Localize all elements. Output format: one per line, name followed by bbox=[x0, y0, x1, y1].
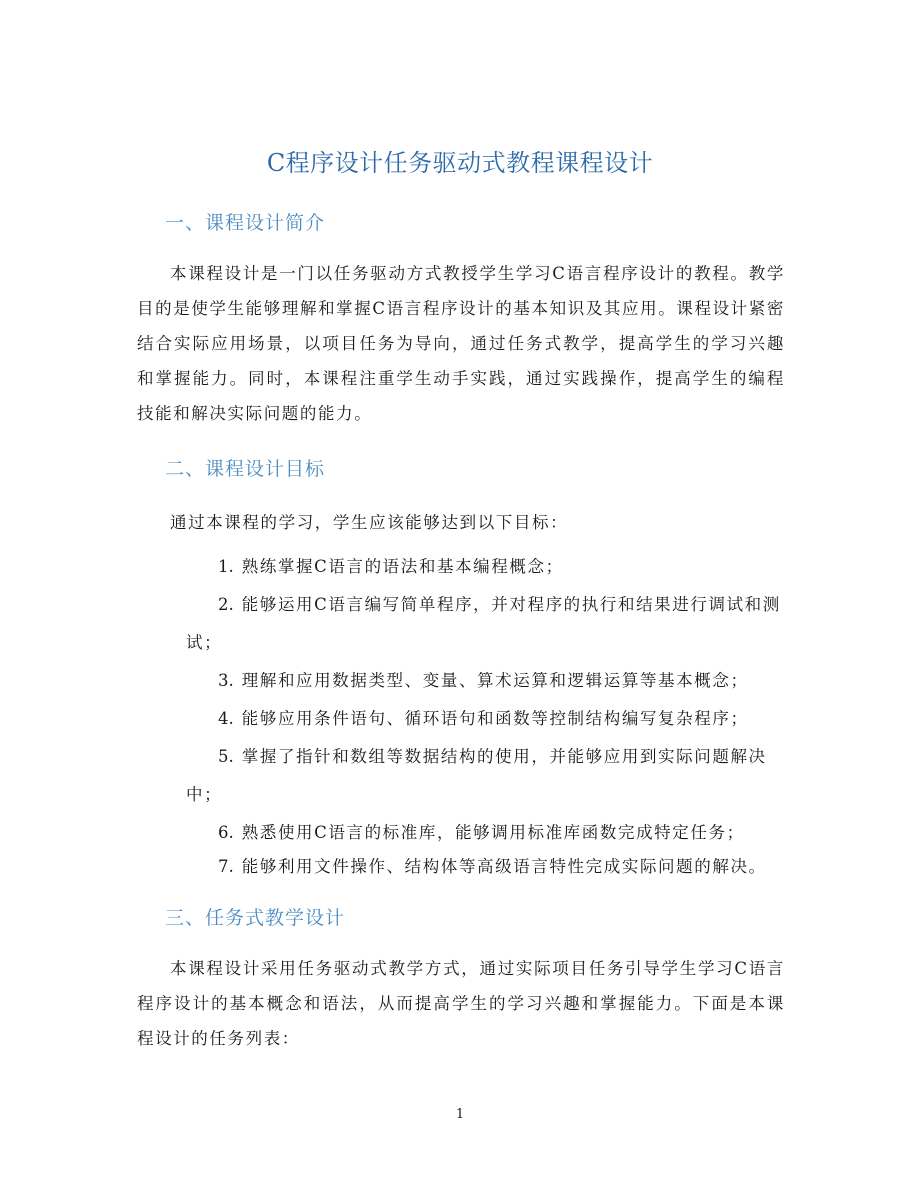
goal-number: 3. bbox=[218, 671, 234, 690]
goal-text: 理解和应用数据类型、变量、算术运算和逻辑运算等基本概念； bbox=[241, 671, 749, 690]
section-heading-task-design: 三、任务式教学设计 bbox=[165, 907, 346, 929]
goal-item bbox=[186, 814, 786, 852]
section-intro-paragraph: 本课程设计是一门以任务驱动方式教授学生学习C语言程序设计的教程。教学目的是使学生能够理解和掌握C语言程序设计的基本知识及其应用。课程设计紧密结合实际应用场景，以项目任务为导向，通过任务式教学，提高学生的学习兴趣和掌握能力。同时，本课程注重学生动手实践，通过实践操作，提高学生的编程技能和解决实际问题的能力。 bbox=[137, 264, 785, 423]
page-number: 1 bbox=[455, 1107, 465, 1122]
goal-text: 能够运用C语言编写简单程序，并对程序的执行和结果进行调试和测试； bbox=[186, 595, 781, 652]
goal-text: 熟悉使用C语言的标准库，能够调用标准库函数完成特定任务； bbox=[241, 823, 745, 842]
goal-number: 2. bbox=[218, 595, 234, 614]
goal-item bbox=[186, 586, 786, 662]
section-heading-goals: 二、课程设计目标 bbox=[165, 458, 326, 480]
goals-intro-text: 通过本课程的学习，学生应该能够达到以下目标： bbox=[170, 513, 569, 532]
goal-text: 能够应用条件语句、循环语句和函数等控制结构编写复杂程序； bbox=[241, 709, 749, 728]
goal-number: 7. bbox=[218, 857, 234, 876]
goal-text: 能够利用文件操作、结构体等高级语言特性完成实际问题的解决。 bbox=[241, 857, 767, 876]
goal-number: 1. bbox=[218, 557, 234, 576]
goal-item bbox=[186, 738, 786, 814]
goal-text: 掌握了指针和数组等数据结构的使用，并能够应用到实际问题解决中； bbox=[186, 747, 767, 804]
goal-item bbox=[186, 848, 786, 886]
task-design-paragraph: 本课程设计采用任务驱动式教学方式，通过实际项目任务引导学生学习C语言程序设计的基本概念和语法，从而提高学生的学习兴趣和掌握能力。下面是本课程设计的任务列表： bbox=[137, 959, 785, 1048]
goal-number: 4. bbox=[218, 709, 234, 728]
goal-item bbox=[186, 548, 786, 586]
goal-number: 5. bbox=[218, 747, 234, 766]
goal-item bbox=[186, 700, 786, 738]
goal-item bbox=[186, 662, 786, 700]
goal-number: 6. bbox=[218, 823, 234, 842]
section-heading-intro: 一、课程设计简介 bbox=[165, 212, 326, 234]
document-title: C程序设计任务驱动式教程课程设计 bbox=[266, 149, 654, 177]
goal-text: 熟练掌握C语言的语法和基本编程概念； bbox=[241, 557, 564, 576]
